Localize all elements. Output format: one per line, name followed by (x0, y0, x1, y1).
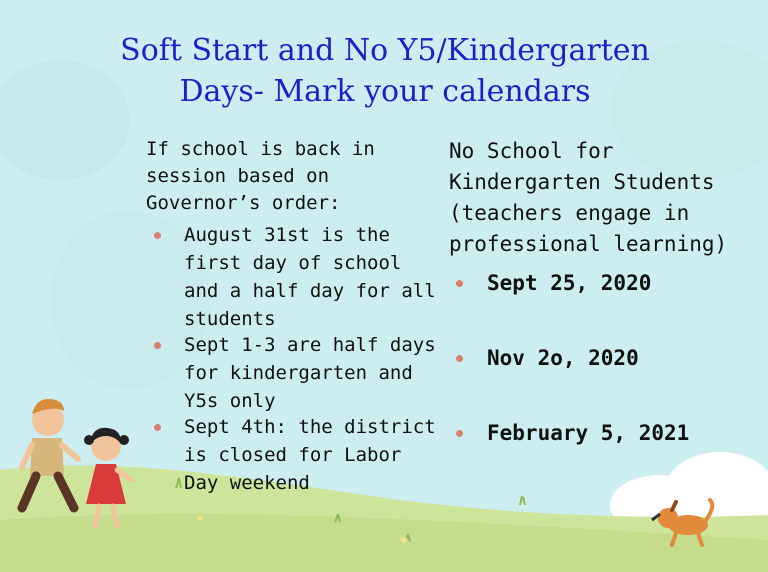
bullet-icon (154, 232, 161, 239)
slide-title: Soft Start and No Y5/Kindergarten Days- Mark your calendars (120, 33, 650, 109)
list-item-text: Sept 1-3 are half days for kindergarten and Y5s only (184, 334, 436, 412)
bullet-icon (154, 424, 161, 431)
list-item (146, 331, 436, 415)
list-item (449, 418, 689, 448)
right-heading: No School for Kindergarten Students (teachers engage in professional learning) (449, 139, 728, 256)
list-item (449, 343, 639, 373)
date-text: Nov 2o, 2020 (487, 346, 639, 370)
bullet-icon (456, 430, 463, 437)
bullet-icon (456, 280, 463, 287)
bullet-icon (456, 355, 463, 362)
list-item-text: Sept 4th: the district is closed for Labor Day weekend (184, 416, 436, 494)
right-column (449, 136, 749, 445)
left-intro: If school is back in session based on Governor’s order: (146, 138, 375, 214)
list-item (146, 221, 436, 333)
list-item (449, 268, 651, 298)
date-text: Sept 25, 2020 (487, 271, 652, 295)
list-item (146, 413, 436, 497)
left-bullet-list (146, 221, 436, 497)
list-item-text: August 31st is the first day of school and a half day for all students (184, 224, 436, 330)
bullet-icon (154, 342, 161, 349)
left-column (146, 136, 436, 495)
date-text: February 5, 2021 (487, 421, 690, 445)
